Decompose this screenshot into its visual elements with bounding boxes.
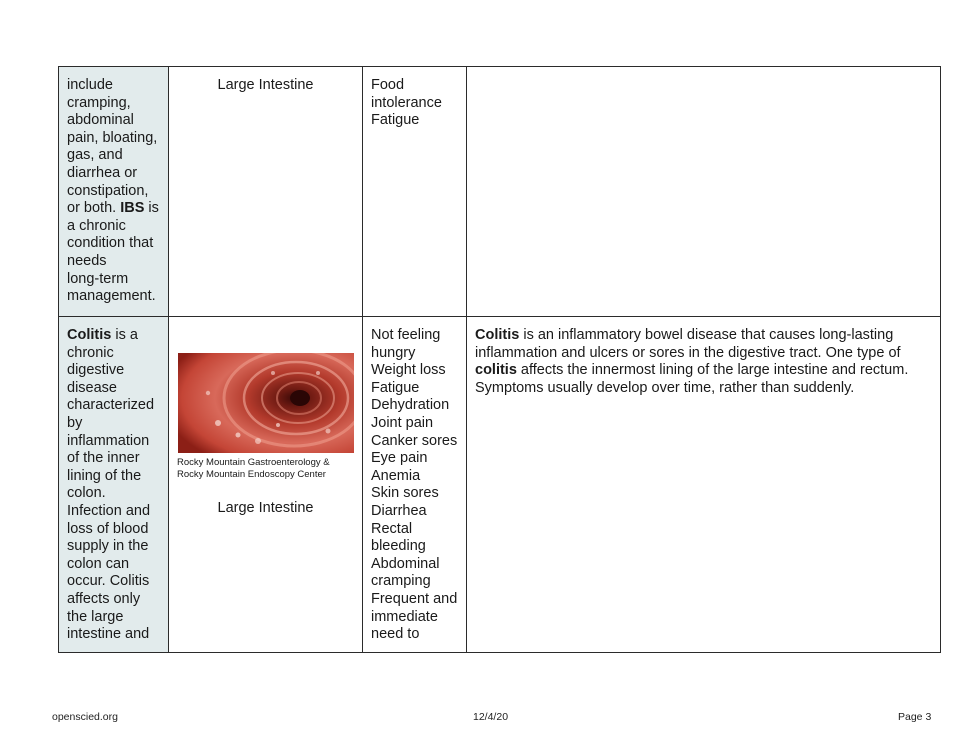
symptom-line: Skin sores bbox=[371, 485, 439, 502]
text-line: chronic bbox=[67, 344, 114, 361]
symptom-line: Eye pain bbox=[371, 450, 428, 467]
footer-site: openscied.org bbox=[52, 711, 118, 723]
colon-endoscopy-image bbox=[178, 353, 354, 453]
info-line-part: affects the innermost lining of the large intestine and rectum. bbox=[516, 362, 909, 379]
text-line bbox=[67, 200, 160, 218]
description-cell bbox=[59, 317, 169, 653]
text-line: abdominal bbox=[67, 112, 134, 129]
location-text: Large Intestine bbox=[217, 77, 314, 93]
text-line: by bbox=[67, 414, 83, 431]
text-line: cramping, bbox=[67, 94, 131, 111]
text-line: Infection and bbox=[67, 502, 151, 519]
bold-term: colitis bbox=[475, 362, 517, 379]
location-text: Large Intestine bbox=[217, 500, 314, 516]
text-line: occur. Colitis bbox=[67, 573, 150, 590]
text-line: lining of the bbox=[67, 467, 142, 484]
text-line: supply in the bbox=[67, 538, 149, 555]
symptom-line: Rectal bbox=[371, 520, 413, 537]
text-line: pain, bloating, bbox=[67, 129, 158, 146]
symptom-line: Anemia bbox=[371, 467, 421, 484]
table-row bbox=[59, 317, 941, 653]
text-line: gas, and bbox=[67, 147, 123, 164]
text-line: constipation, bbox=[67, 182, 149, 199]
info-cell bbox=[467, 317, 941, 653]
text-line: inflammation bbox=[67, 432, 150, 449]
text-line bbox=[67, 327, 160, 345]
symptom-line: Not feeling bbox=[371, 327, 441, 343]
text-line: disease bbox=[67, 379, 117, 396]
symptom-line: Fatigue bbox=[371, 112, 420, 129]
text-line: diarrhea or bbox=[67, 164, 138, 181]
text-line: characterized bbox=[67, 397, 155, 414]
footer-date: 12/4/20 bbox=[473, 711, 509, 723]
text-line: digestive bbox=[67, 362, 125, 379]
symptom-line: Food bbox=[371, 77, 405, 93]
table-row bbox=[59, 67, 941, 317]
symptom-line: Fatigue bbox=[371, 379, 420, 396]
text-line: colon can bbox=[67, 555, 130, 572]
text-line: condition that bbox=[67, 235, 154, 252]
info-line bbox=[475, 327, 932, 345]
text-line-part: is bbox=[144, 200, 159, 217]
text-line: colon. bbox=[67, 485, 106, 502]
symptom-line: bleeding bbox=[371, 538, 426, 555]
symptom-line: Diarrhea bbox=[371, 502, 427, 519]
text-line: management. bbox=[67, 288, 156, 305]
footer-page-number: Page 3 bbox=[898, 711, 932, 723]
symptom-line: intolerance bbox=[371, 94, 442, 111]
image-location-cell bbox=[169, 317, 363, 653]
text-line: long-term bbox=[67, 270, 129, 287]
symptom-line: Dehydration bbox=[371, 397, 450, 414]
document-table bbox=[58, 66, 941, 653]
text-line: loss of blood bbox=[67, 520, 149, 537]
symptom-line: Weight loss bbox=[371, 362, 446, 379]
text-line-part: is a bbox=[111, 327, 138, 343]
symptom-line: need to bbox=[371, 626, 420, 643]
symptom-line: cramping bbox=[371, 573, 431, 590]
symptoms-cell bbox=[363, 317, 467, 653]
symptom-line: immediate bbox=[371, 608, 438, 625]
info-line-part: is an inflammatory bowel disease that causes long-lasting bbox=[519, 327, 894, 343]
bold-term: Colitis bbox=[475, 327, 520, 343]
text-line-part: or both. bbox=[67, 200, 117, 217]
info-line: inflammation and ulcers or sores in the digestive tract. One type of bbox=[475, 344, 901, 361]
text-line: needs bbox=[67, 252, 107, 269]
description-cell bbox=[59, 67, 169, 317]
location-text-wrap bbox=[177, 500, 354, 518]
text-line: include bbox=[67, 77, 113, 93]
symptom-line: Canker sores bbox=[371, 432, 458, 449]
symptoms-cell bbox=[363, 67, 467, 317]
info-cell bbox=[467, 67, 941, 317]
bold-term: Colitis bbox=[67, 327, 112, 343]
image-credit bbox=[177, 457, 354, 481]
info-line: Symptoms usually develop over time, rather than suddenly. bbox=[475, 379, 855, 396]
text-line: a chronic bbox=[67, 217, 126, 234]
info-line bbox=[475, 362, 932, 380]
text-line: the large bbox=[67, 608, 124, 625]
location-cell bbox=[169, 67, 363, 317]
bold-term: IBS bbox=[120, 200, 145, 217]
image-credit-line: Rocky Mountain Gastroenterology & bbox=[177, 457, 330, 468]
image-credit-line: Rocky Mountain Endoscopy Center bbox=[177, 469, 326, 480]
colon-image-wrap bbox=[177, 353, 354, 481]
symptom-line: hungry bbox=[371, 344, 416, 361]
text-line: of the inner bbox=[67, 450, 140, 467]
symptom-line: Abdominal bbox=[371, 555, 440, 572]
text-line: intestine and bbox=[67, 626, 150, 643]
text-line: affects only bbox=[67, 590, 141, 607]
symptom-line: Frequent and bbox=[371, 590, 458, 607]
symptom-line: Joint pain bbox=[371, 414, 434, 431]
